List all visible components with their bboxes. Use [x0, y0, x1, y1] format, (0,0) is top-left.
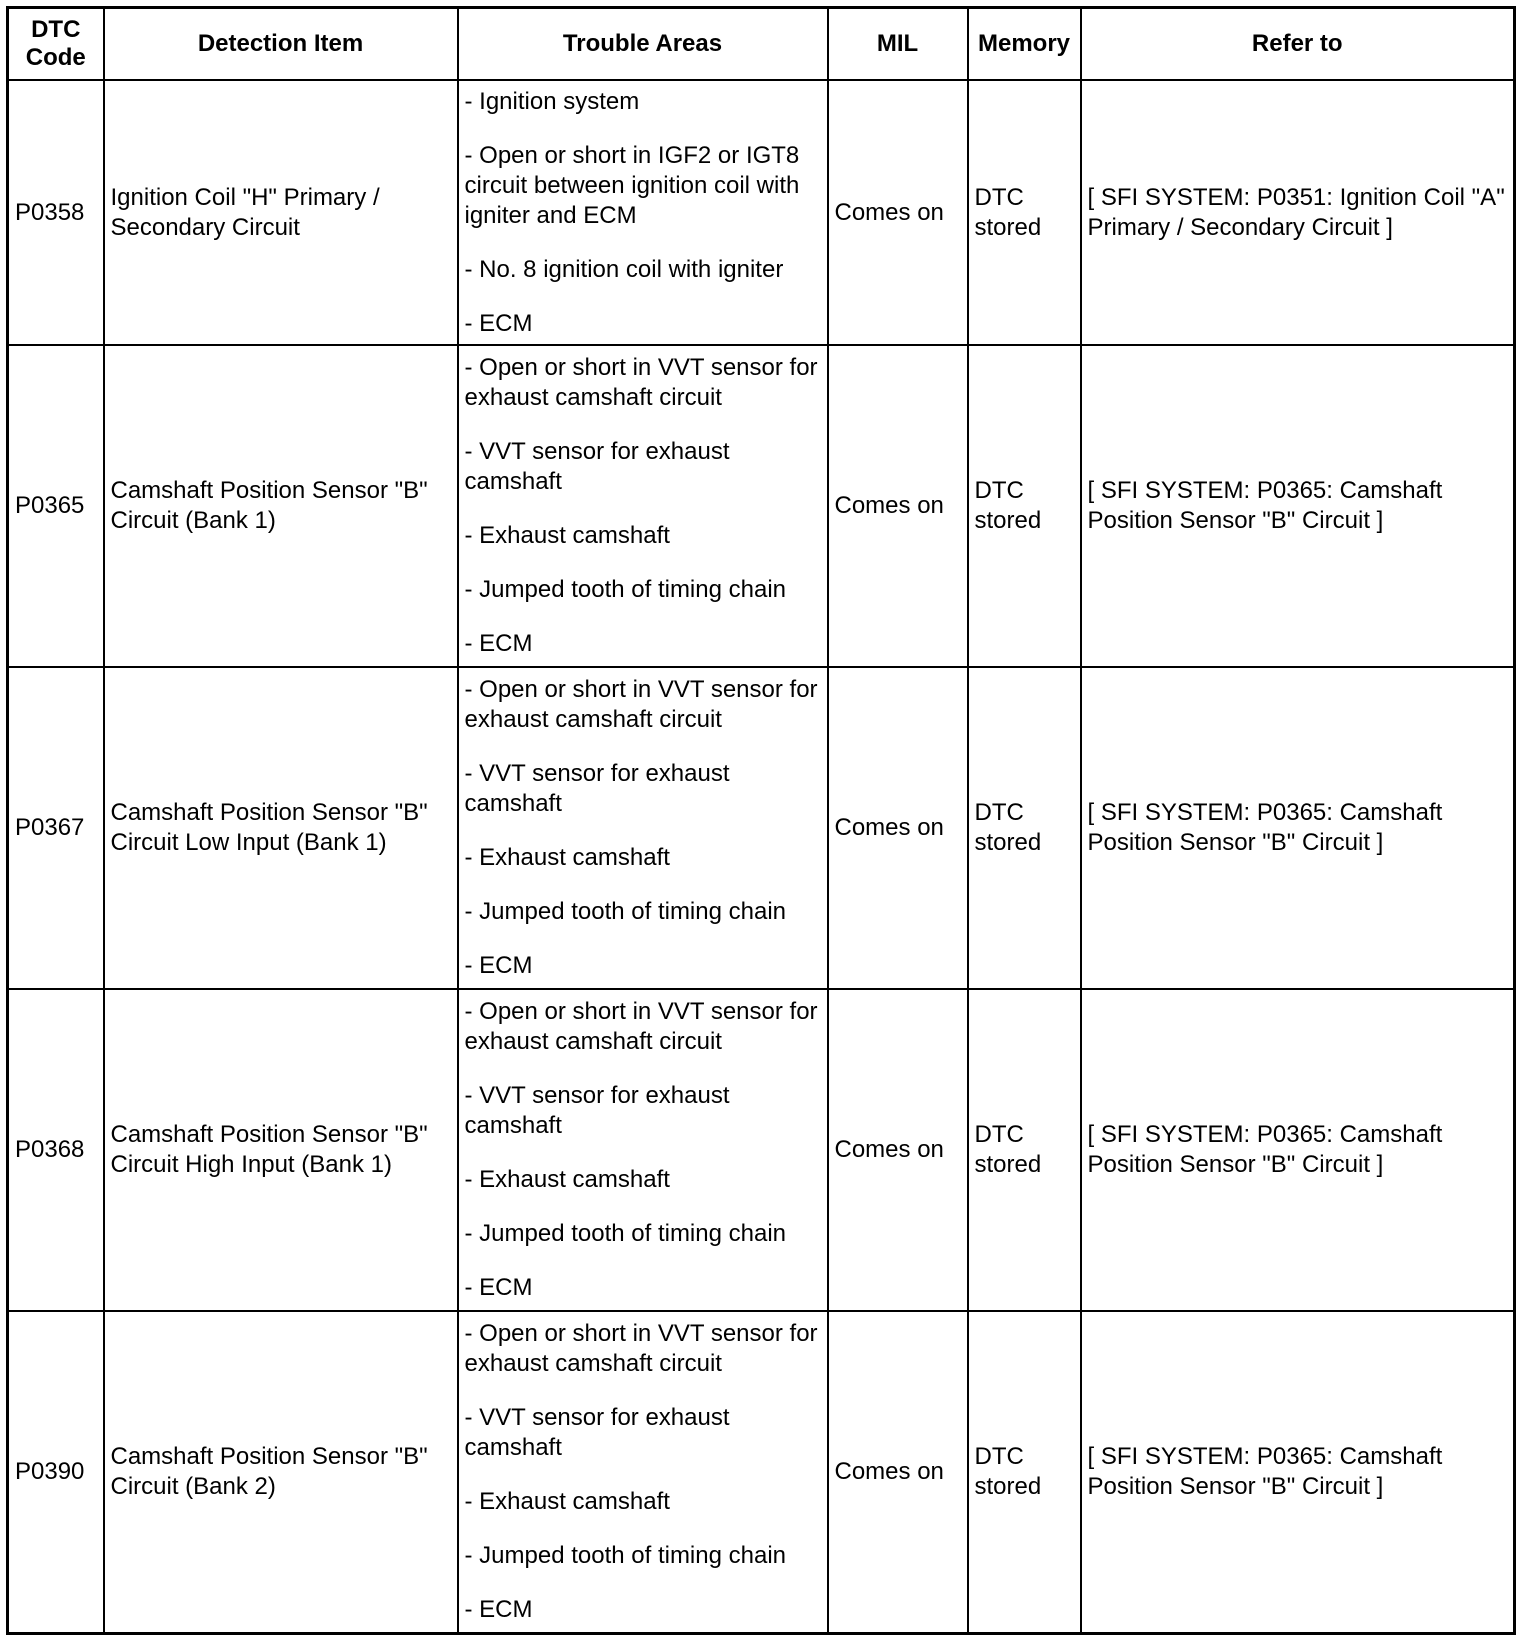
trouble-area-item: - Open or short in VVT sensor for exhaust camshaft circuit — [464, 1320, 818, 1377]
trouble-areas-cell — [458, 345, 828, 667]
detection-item-cell: Camshaft Position Sensor "B" Circuit Low Input (Bank 1) — [104, 667, 458, 989]
trouble-area-item: - Jumped tooth of timing chain — [464, 898, 787, 925]
trouble-area-item: - Exhaust camshaft — [464, 1166, 670, 1193]
trouble-area-item: - VVT sensor for exhaust camshaft — [464, 760, 730, 817]
memory-cell: DTC stored — [968, 345, 1081, 667]
header-memory: Memory — [968, 8, 1081, 81]
refer-to-link[interactable]: [ SFI SYSTEM: P0351: Ignition Coil "A" Primary / Secondary Circuit ] — [1081, 80, 1515, 345]
table-row — [8, 345, 1515, 667]
trouble-area-item: - Jumped tooth of timing chain — [464, 1220, 787, 1247]
refer-to-link[interactable]: [ SFI SYSTEM: P0365: Camshaft Position Sensor "B" Circuit ] — [1081, 345, 1515, 667]
mil-cell: Comes on — [828, 345, 968, 667]
detection-item-cell: Camshaft Position Sensor "B" Circuit (Bank 2) — [104, 1311, 458, 1634]
trouble-area-item: - Open or short in VVT sensor for exhaust camshaft circuit — [464, 998, 818, 1055]
trouble-area-item: - Open or short in IGF2 or IGT8 circuit between ignition coil with igniter and ECM — [464, 141, 800, 229]
refer-to-link[interactable]: [ SFI SYSTEM: P0365: Camshaft Position Sensor "B" Circuit ] — [1081, 1311, 1515, 1634]
memory-cell: DTC stored — [968, 80, 1081, 345]
detection-item-cell: Ignition Coil "H" Primary / Secondary Circuit — [104, 80, 458, 345]
mil-cell: Comes on — [828, 80, 968, 345]
trouble-areas-list — [465, 1319, 821, 1625]
dtc-code-cell: P0365 — [8, 345, 104, 667]
table-row — [8, 989, 1515, 1311]
trouble-areas-cell — [458, 989, 828, 1311]
trouble-area-item: - ECM — [464, 309, 533, 337]
detection-item-cell: Camshaft Position Sensor "B" Circuit (Bank 1) — [104, 345, 458, 667]
memory-cell: DTC stored — [968, 989, 1081, 1311]
dtc-code-cell: P0368 — [8, 989, 104, 1311]
trouble-areas-cell — [458, 80, 828, 345]
trouble-areas-list — [465, 87, 821, 339]
trouble-area-item: - Ignition system — [464, 87, 640, 115]
trouble-areas-cell — [458, 667, 828, 989]
header-dtc-code: DTC Code — [8, 8, 104, 81]
table-row — [8, 1311, 1515, 1634]
trouble-area-item: - Jumped tooth of timing chain — [464, 576, 787, 603]
trouble-area-item: - ECM — [464, 952, 533, 979]
memory-cell: DTC stored — [968, 1311, 1081, 1634]
table-row — [8, 667, 1515, 989]
trouble-area-item: - Open or short in VVT sensor for exhaust camshaft circuit — [464, 354, 818, 411]
header-trouble-areas: Trouble Areas — [458, 8, 828, 81]
memory-cell: DTC stored — [968, 667, 1081, 989]
dtc-code-cell: P0367 — [8, 667, 104, 989]
trouble-area-item: - Open or short in VVT sensor for exhaust camshaft circuit — [464, 676, 818, 733]
trouble-area-item: - Jumped tooth of timing chain — [464, 1542, 787, 1569]
dtc-code-cell: P0390 — [8, 1311, 104, 1634]
trouble-area-item: - No. 8 ignition coil with igniter — [464, 255, 784, 283]
refer-to-link[interactable]: [ SFI SYSTEM: P0365: Camshaft Position Sensor "B" Circuit ] — [1081, 989, 1515, 1311]
header-detection-item: Detection Item — [104, 8, 458, 81]
trouble-area-item: - ECM — [464, 630, 533, 657]
header-mil: MIL — [828, 8, 968, 81]
mil-cell: Comes on — [828, 989, 968, 1311]
header-row — [8, 8, 1515, 81]
trouble-areas-list — [465, 675, 821, 981]
trouble-area-item: - Exhaust camshaft — [464, 522, 670, 549]
dtc-code-cell: P0358 — [8, 80, 104, 345]
mil-cell: Comes on — [828, 1311, 968, 1634]
trouble-area-item: - Exhaust camshaft — [464, 844, 670, 871]
trouble-areas-cell — [458, 1311, 828, 1634]
detection-item-cell: Camshaft Position Sensor "B" Circuit High Input (Bank 1) — [104, 989, 458, 1311]
table-row — [8, 80, 1515, 345]
trouble-area-item: - VVT sensor for exhaust camshaft — [464, 438, 730, 495]
trouble-areas-list — [465, 997, 821, 1303]
trouble-area-item: - ECM — [464, 1596, 533, 1623]
trouble-area-item: - VVT sensor for exhaust camshaft — [464, 1404, 730, 1461]
trouble-area-item: - Exhaust camshaft — [464, 1488, 670, 1515]
trouble-areas-list — [465, 353, 821, 659]
trouble-area-item: - ECM — [464, 1274, 533, 1301]
mil-cell: Comes on — [828, 667, 968, 989]
trouble-area-item: - VVT sensor for exhaust camshaft — [464, 1082, 730, 1139]
refer-to-link[interactable]: [ SFI SYSTEM: P0365: Camshaft Position Sensor "B" Circuit ] — [1081, 667, 1515, 989]
header-refer-to: Refer to — [1081, 8, 1515, 81]
dtc-table — [6, 6, 1516, 1635]
